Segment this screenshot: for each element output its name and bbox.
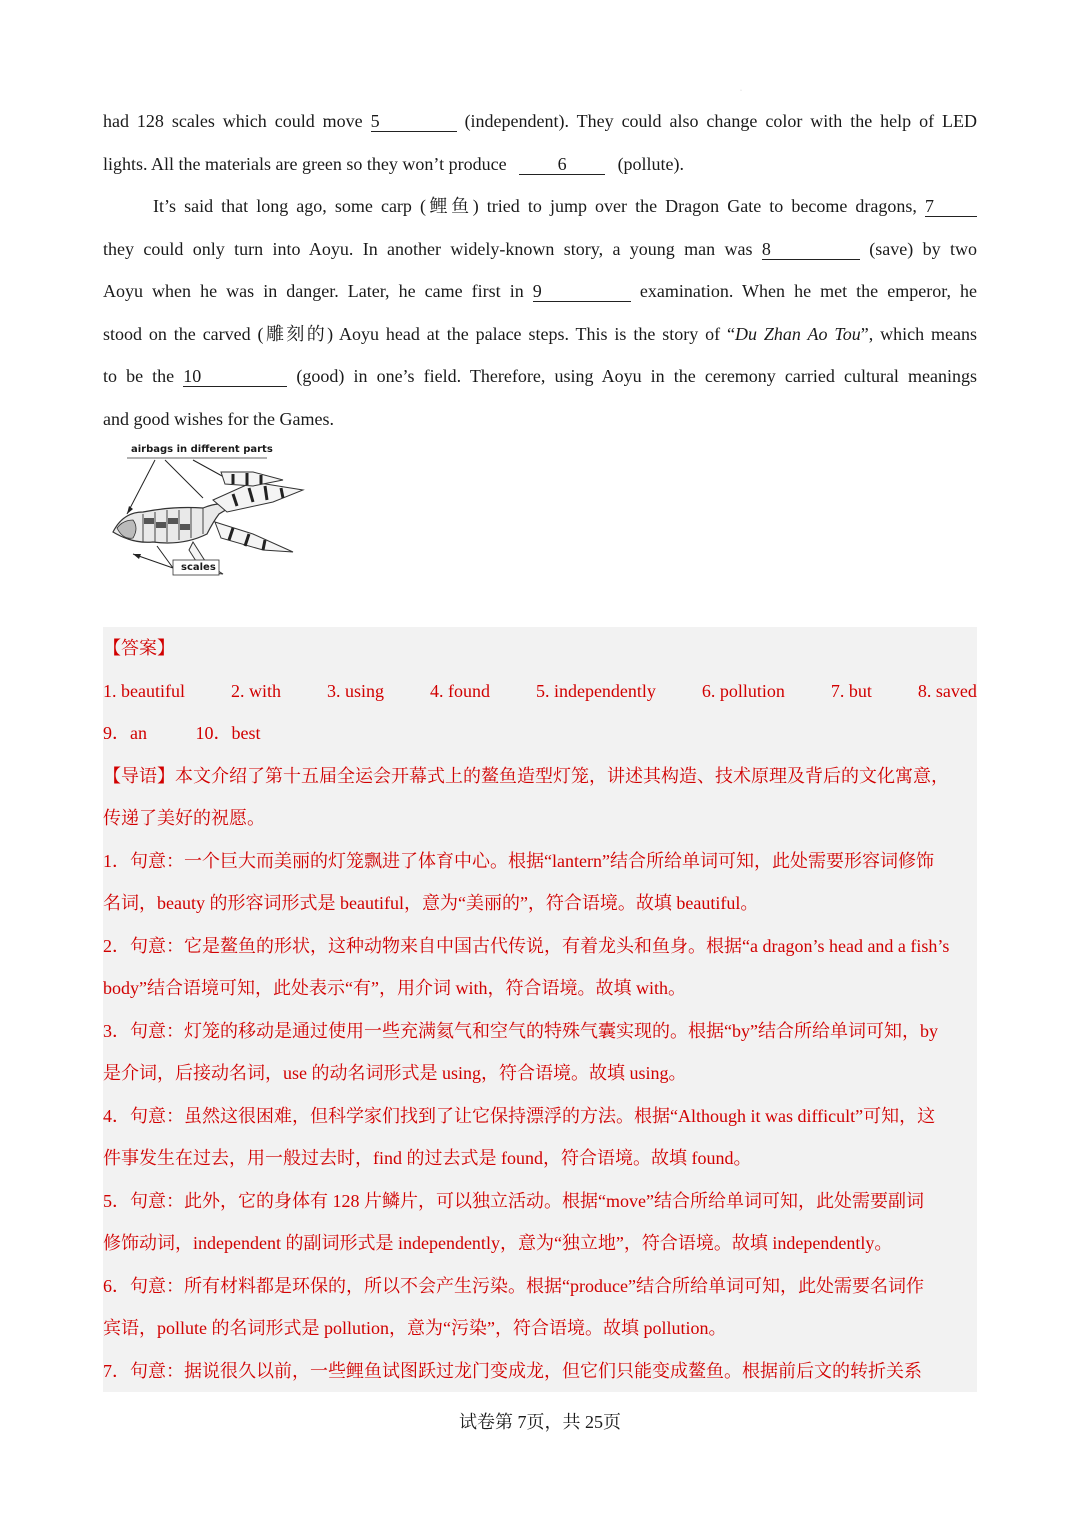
passage-line-1 <box>103 100 977 143</box>
text: to be the <box>103 366 175 386</box>
answer-item-7: 7. but <box>830 680 872 701</box>
text: It’s said that long ago, some carp (鲤鱼) tried to jump over the Dragon Gate to become dragons, <box>153 196 917 216</box>
blank-6 <box>519 154 605 175</box>
answer-list-row-2 <box>103 712 977 755</box>
passage-line-4 <box>103 228 977 271</box>
text: ”, which means <box>860 323 977 344</box>
explanation-line-5: 2．句意：它是鳌鱼的形状，这种动物来自中国古代传说，有着龙头和鱼身。根据“a dragon’s head and a fish’s <box>103 935 950 956</box>
text: lights. All the materials are green so they won’t produce <box>103 153 507 174</box>
explanation-line-7: 3．句意：灯笼的移动是通过使用一些充满氦气和空气的特殊气囊实现的。根据“by”结合所给单词可知，by <box>103 1020 938 1041</box>
explanation-line-14: 宾语，pollute 的名词形式是 pollution，意为“污染”，符合语境。故填 pollution。 <box>103 1318 727 1338</box>
explanation-line-1: 【导语】本文介绍了第十五届全运会开幕式上的鳌鱼造型灯笼，讲述其构造、技术原理及背后的文化寓意， <box>103 765 949 786</box>
text: Aoyu when he was in danger. Later, he came first in <box>103 281 524 301</box>
answer-item-8: 8. saved <box>917 680 977 701</box>
text: (save) by two <box>869 238 977 259</box>
passage-line-5 <box>103 270 977 313</box>
text: stood on the carved (雕刻的) Aoyu head at the palace steps. This is the story of “ <box>103 323 735 344</box>
answer-list-row-1 <box>103 670 977 713</box>
blank-10 <box>183 366 287 387</box>
explanation-line-4: 名词，beauty 的形容词形式是 beautiful，意为“美丽的”，符合语境。故填 beautiful。 <box>103 893 759 913</box>
explanation-line-8: 是介词，后接动名词，use 的动名词形式是 using，符合语境。故填 using。 <box>103 1063 687 1083</box>
text: examination. When he met the emperor, he <box>639 281 978 301</box>
explanation-line-9: 4．句意：虽然这很困难，但科学家们找到了让它保持漂浮的方法。根据“Although it was difficult”可知，这 <box>103 1105 936 1126</box>
explanation-line-11: 5．句意：此外，它的身体有 128 片鳞片，可以独立活动。根据“move”结合所给单词可知，此处需要副词 <box>103 1190 924 1211</box>
text: they could only turn into Aoyu. In another widely-known story, a young man was <box>103 238 753 259</box>
answer-item-6: 6. pollution <box>701 680 785 701</box>
explanation-line-12: 修饰动词，independent 的副词形式是 independently，意为“独立地”，符合语境。故填 independently。 <box>103 1233 893 1253</box>
scan-dot: · <box>740 88 742 94</box>
explanation-line-15: 7．句意：据说很久以前，一些鲤鱼试图跃过龙门变成龙，但它们只能变成鳌鱼。根据前后文的转折关系 <box>103 1360 922 1381</box>
explanation-line-2: 传递了美好的祝愿。 <box>103 808 265 828</box>
text: (good) in one’s field. Therefore, using Aoyu in the ceremony carried cultural meanings <box>296 366 978 386</box>
text: (pollute). <box>617 153 685 174</box>
explanation-line-10: 件事发生在过去，用一般过去时，find 的过去式是 found，符合语境。故填 found。 <box>103 1148 752 1168</box>
italic-title: Du Zhan Ao Tou <box>735 323 861 344</box>
passage <box>103 100 977 582</box>
blank-number: 5 <box>370 111 380 131</box>
blank-number: 9 <box>532 281 542 301</box>
blank-number: 8 <box>761 238 771 259</box>
blank-number: 10 <box>183 366 202 386</box>
aoyu-diagram <box>103 442 313 582</box>
answer-item-5: 5. independently <box>535 680 656 701</box>
answer-item-3: 3. using <box>326 680 384 701</box>
answer-item-10: 10．best <box>195 723 261 743</box>
blank-5 <box>371 111 457 132</box>
passage-line-7 <box>103 355 977 398</box>
answer-section <box>103 627 977 1392</box>
explanation-line-13: 6．句意：所有材料都是环保的，所以不会产生污染。根据“produce”结合所给单词可知，此处需要名词作 <box>103 1275 924 1296</box>
passage-line-3 <box>103 185 977 228</box>
answer-item-1: 1. beautiful <box>103 680 185 701</box>
answer-item-9: 9．an <box>103 723 147 743</box>
blank-number: 6 <box>557 153 567 174</box>
aoyu-sketch <box>103 442 313 582</box>
label-airbags: airbags in different parts <box>131 444 273 455</box>
blank-8 <box>762 239 860 260</box>
blank-9 <box>533 281 631 302</box>
text: (independent). They could also change color with the help of LED <box>464 111 978 131</box>
explanation-line-3: 1．句意：一个巨大而美丽的灯笼飘进了体育中心。根据“lantern”结合所给单词可知，此处需要形容词修饰 <box>103 850 934 871</box>
blank-7 <box>925 196 977 217</box>
passage-line-6 <box>103 313 977 356</box>
page-footer: 试卷第 7页，共 25页 <box>459 1412 621 1432</box>
passage-line-2 <box>103 143 977 186</box>
passage-line-8 <box>103 398 977 441</box>
answer-item-2: 2. with <box>230 680 281 701</box>
blank-number: 7 <box>925 196 935 216</box>
answer-item-4: 4. found <box>429 680 490 701</box>
answer-heading: 【答案】 <box>103 638 175 658</box>
text: had 128 scales which could move <box>103 111 363 131</box>
explanation-line-6: body”结合语境可知，此处表示“有”，用介词 with，符合语境。故填 with。 <box>103 978 686 998</box>
text: and good wishes for the Games. <box>103 408 334 429</box>
label-scales: scales <box>181 562 216 573</box>
